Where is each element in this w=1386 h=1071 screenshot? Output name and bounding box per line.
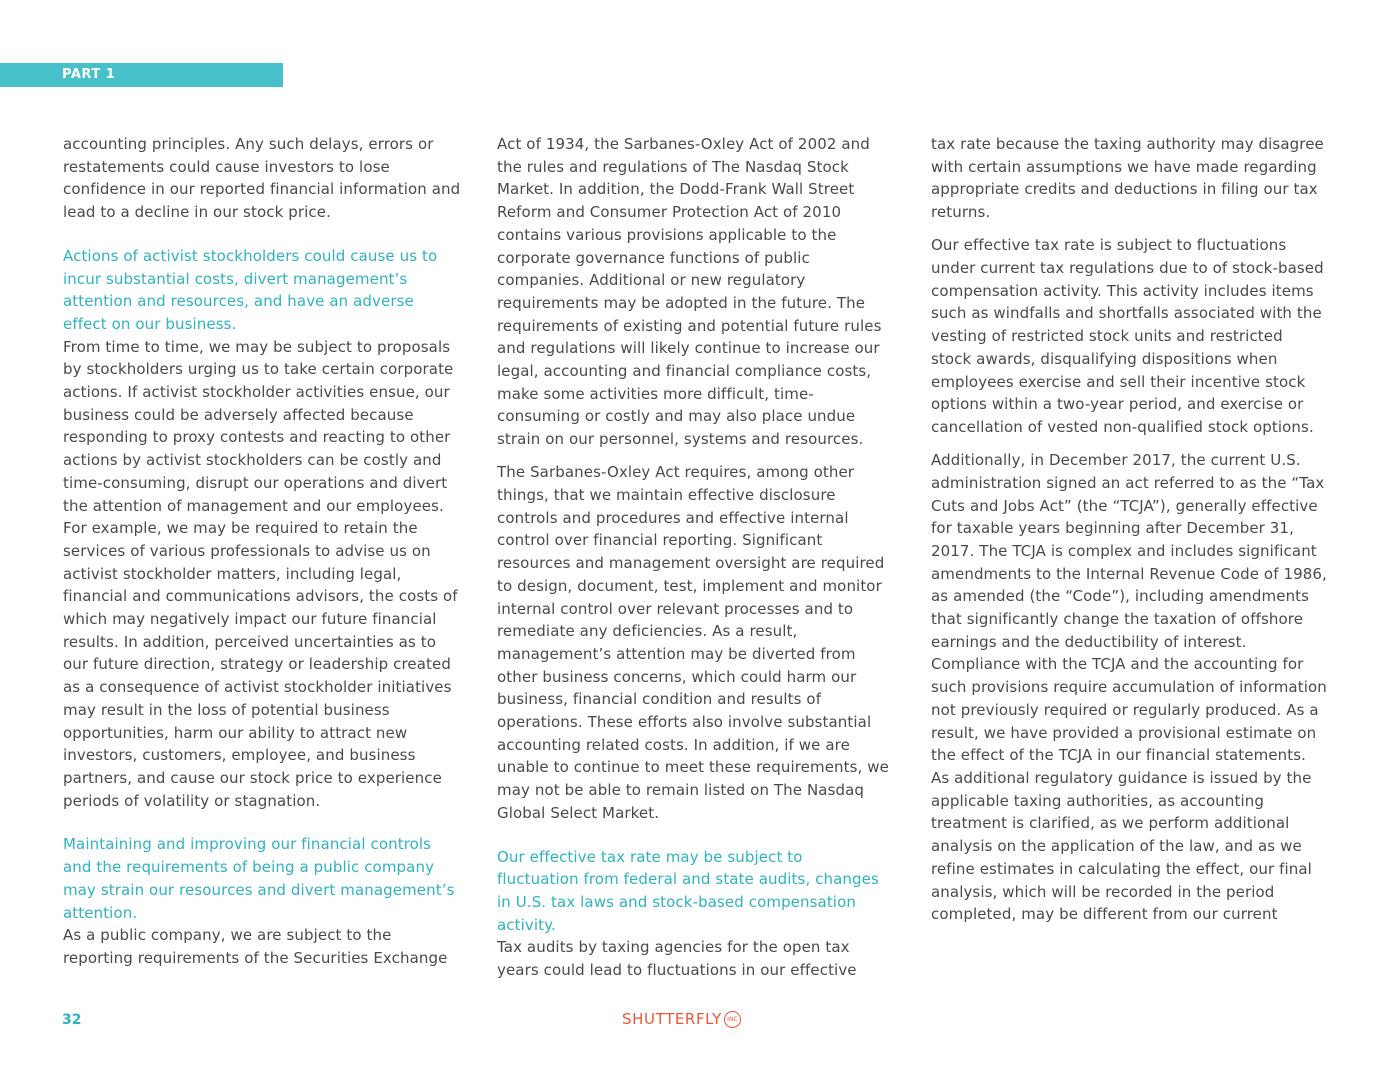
section-heading: Maintaining and improving our financial controls and the requirements of being a public company may strain our resources and divert management’s attention. bbox=[63, 835, 455, 922]
paragraph: As a public company, we are subject to the reporting requirements of the Securities Exchange bbox=[63, 926, 448, 967]
paragraph: The Sarbanes-Oxley Act requires, among other things, that we maintain effective disclosure controls and procedures and effective internal control over financial reporting. Significant resources and management oversight are required to design, document, test, implement and monitor internal control over relevant processes and to remediate any deficiencies. As a result, management’s attention may be diverted from other business concerns, which could harm our business, financial condition and results of operations. These efforts also involve substantial accounting related costs. In addition, if we are unable to continue to meet these requirements, we may not be able to remain listed on The Nasdaq Global Select Market. bbox=[497, 463, 889, 822]
shutterfly-logo bbox=[622, 1008, 741, 1030]
text-column-1 bbox=[63, 133, 461, 970]
paragraph: accounting principles. Any such delays, errors or restatements could cause investors to lose confidence in our reported financial information and lead to a decline in our stock price. bbox=[63, 135, 461, 222]
text-column-3 bbox=[931, 133, 1327, 926]
part-label: PART 1 bbox=[62, 67, 116, 82]
paragraph: Tax audits by taxing agencies for the open tax years could lead to fluctuations in our effective bbox=[497, 938, 857, 980]
page-number: 32 bbox=[62, 1012, 82, 1028]
paragraph: From time to time, we may be subject to proposals by stockholders urging us to take certain corporate actions. If activist stockholder activities ensue, our business could be adversely affected because responding to proxy contests and reacting to other actions by activist stockholders can be costly and time-consuming, disrupt our operations and divert the attention of management and our employees. For example, we may be required to retain the services of various professionals to advise us on activist stockholder matters, including legal, financial and communications advisors, the costs of which may negatively impact our future financial results. In addition, perceived uncertainties as to our future direction, strategy or leadership created as a consequence of activist stockholder initiatives may result in the loss of potential business opportunities, harm our ability to attract new investors, customers, employee, and business partners, and cause our stock price to experience periods of volatility or stagnation. bbox=[63, 337, 458, 810]
section-heading: Actions of activist stockholders could cause us to incur substantial costs, divert management’s attention and resources, and have an adverse effect on our business. bbox=[63, 246, 438, 333]
paragraph: Act of 1934, the Sarbanes-Oxley Act of 2002 and the rules and regulations of The Nasdaq Stock Market. In addition, the Dodd-Frank Wall Street Reform and Consumer Protection Act of 2010 contains various provisions applicable to the corporate governance functions of public companies. Additional or new regulatory requirements may be adopted in the future. The requirements of existing and potential future rules and regulations will likely continue to increase our legal, accounting and financial compliance costs, make some activities more difficult, time-consuming or costly and may also place undue strain on our personnel, systems and resources. bbox=[497, 135, 882, 449]
logo-inc-badge: INC bbox=[724, 1011, 741, 1028]
part-banner bbox=[0, 63, 283, 87]
logo-wordmark: SHUTTERFLY bbox=[622, 1010, 722, 1028]
text-column-2 bbox=[497, 133, 889, 982]
paragraph: Additionally, in December 2017, the current U.S. administration signed an act referred to as the “Tax Cuts and Jobs Act” (the “TCJA”), generally effective for taxable years beginning after December 31, 2017. The TCJA is complex and includes significant amendments to the Internal Revenue Code of 1986, as amended (the “Code”), including amendments that significantly change the taxation of offshore earnings and the deductibility of interest. Compliance with the TCJA and the accounting for such provisions require accumulation of information not previously required or regularly produced. As a result, we have provided a provisional estimate on the effect of the TCJA in our financial statements. As additional regulatory guidance is issued by the applicable taxing authorities, as accounting treatment is clarified, as we perform additional analysis on the application of the law, and as we refine estimates in calculating the effect, our final analysis, which will be recorded in the period completed, may be different from our current bbox=[931, 451, 1327, 924]
paragraph: Our effective tax rate is subject to fluctuations under current tax regulations due to of stock-based compensation activity. This activity includes items such as windfalls and shortfalls associated with the vesting of restricted stock units and restricted stock awards, disqualifying dispositions when employees exercise and sell their incentive stock options within a two-year period, and exercise or cancellation of vested non-qualified stock options. bbox=[931, 236, 1324, 436]
paragraph: tax rate because the taxing authority may disagree with certain assumptions we have made regarding appropriate credits and deductions in filing our tax returns. bbox=[931, 135, 1324, 222]
section-heading: Our effective tax rate may be subject to fluctuation from federal and state audits, changes in U.S. tax laws and stock-based compensation activity. bbox=[497, 847, 879, 934]
